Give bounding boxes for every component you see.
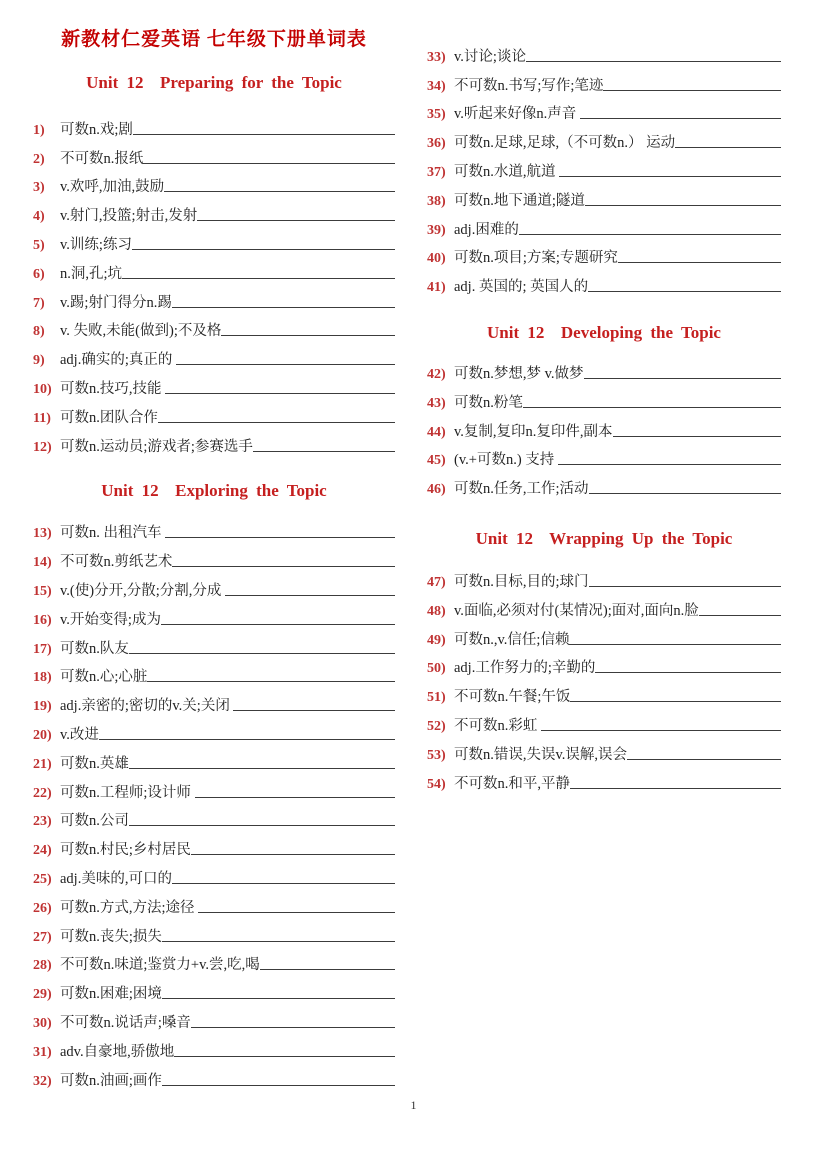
answer-blank-line [558, 464, 781, 465]
word-item [33, 774, 395, 803]
answer-blank-line [526, 61, 781, 62]
item-definition: 可数n. 出租汽车 [60, 525, 166, 542]
word-item [33, 947, 395, 976]
item-number: 33) [427, 49, 446, 65]
answer-blank-line [221, 335, 395, 336]
item-definition: 可数n.工程师;设计师 [60, 784, 195, 801]
item-number: 40) [427, 251, 446, 267]
item-definition: v.面临,必须对付(某情况);面对,面向n.脸 [454, 602, 699, 619]
answer-blank-line [588, 291, 781, 292]
item-definition: 可数n.队友 [60, 640, 129, 657]
answer-blank-line [618, 262, 781, 263]
item-number: 3) [33, 180, 45, 196]
item-definition: 可数n.公司 [60, 813, 129, 830]
left-column [33, 24, 395, 1091]
answer-blank-line [158, 422, 395, 423]
item-definition: 可数n.目标,目的;球门 [454, 573, 589, 590]
answer-blank-line [253, 451, 395, 452]
item-number: 10) [33, 381, 52, 397]
answer-blank-line [675, 147, 781, 148]
answer-blank-line [519, 234, 781, 235]
answer-blank-line [260, 969, 395, 970]
item-number: 49) [427, 632, 446, 648]
word-item [33, 284, 395, 313]
answer-blank-line [165, 393, 395, 394]
answer-blank-line [198, 912, 395, 913]
word-item [33, 889, 395, 918]
item-number: 9) [33, 353, 45, 369]
answer-blank-line [132, 249, 395, 250]
item-number: 21) [33, 756, 52, 772]
item-definition: 可数n.项目;方案;专题研究 [454, 250, 618, 267]
answer-blank-line [191, 1027, 395, 1028]
item-definition: 不可数n.和平,平静 [454, 775, 570, 792]
answer-blank-line [580, 118, 781, 119]
item-number: 22) [33, 785, 52, 801]
item-number: 12) [33, 439, 52, 455]
item-number: 11) [33, 410, 51, 426]
word-item [427, 355, 781, 384]
word-item [427, 707, 781, 736]
word-item [427, 736, 781, 765]
item-definition: v.训练;练习 [60, 236, 132, 253]
item-definition: 可数n.地下通道;隧道 [454, 192, 585, 209]
document-title: 新教材仁爱英语 七年级下册单词表 [61, 29, 367, 50]
word-item [427, 384, 781, 413]
answer-blank-line [172, 883, 395, 884]
word-item [33, 745, 395, 774]
item-definition: 不可数n.书写;写作;笔迹 [454, 77, 604, 94]
word-item [33, 140, 395, 169]
item-number: 5) [33, 237, 45, 253]
right-column [427, 26, 781, 794]
word-item [427, 240, 781, 269]
word-item [33, 515, 395, 544]
item-number: 52) [427, 718, 446, 734]
item-definition: 不可数n.剪纸艺术 [60, 554, 173, 571]
word-item [427, 592, 781, 621]
item-number: 8) [33, 324, 45, 340]
item-definition: 可数n.油画;画作 [60, 1072, 162, 1089]
item-definition: v.复制,复印n.复印件,副本 [454, 423, 613, 440]
answer-blank-line [143, 163, 395, 164]
item-number: 39) [427, 222, 446, 238]
item-number: 34) [427, 78, 446, 94]
item-number: 47) [427, 574, 446, 590]
answer-blank-line [162, 1085, 395, 1086]
answer-blank-line [147, 681, 395, 682]
word-item [427, 765, 781, 794]
word-item [427, 413, 781, 442]
item-number: 44) [427, 424, 446, 440]
item-number: 41) [427, 280, 446, 296]
item-number: 4) [33, 209, 45, 225]
item-number: 43) [427, 395, 446, 411]
answer-blank-line [197, 220, 395, 221]
item-number: 24) [33, 843, 52, 859]
word-item [33, 975, 395, 1004]
item-definition: 可数n.村民;乡村居民 [60, 842, 191, 859]
answer-blank-line [570, 701, 781, 702]
word-item [33, 687, 395, 716]
word-item [33, 860, 395, 889]
word-item [33, 370, 395, 399]
word-item [33, 543, 395, 572]
item-definition: 可数n.梦想,梦 v.做梦 [454, 365, 584, 382]
item-definition: 可数n.丧失;损失 [60, 928, 162, 945]
item-number: 25) [33, 871, 52, 887]
item-definition: 可数n.团队合作 [60, 409, 158, 426]
word-list-wrapping [427, 563, 781, 793]
item-number: 16) [33, 612, 52, 628]
item-number: 20) [33, 727, 52, 743]
item-number: 2) [33, 151, 45, 167]
section-heading-exploring: Unit 12 Exploring the Topic [101, 480, 327, 500]
word-item [33, 918, 395, 947]
word-item [33, 572, 395, 601]
item-number: 42) [427, 366, 446, 382]
item-definition: 不可数n.报纸 [60, 150, 144, 167]
answer-blank-line [559, 176, 781, 177]
item-definition: adj.工作努力的;辛勤的 [454, 660, 596, 677]
word-item [427, 442, 781, 471]
word-item [427, 470, 781, 499]
word-item [33, 803, 395, 832]
item-number: 54) [427, 776, 446, 792]
word-item [427, 563, 781, 592]
item-number: 35) [427, 107, 446, 123]
item-definition: adv.自豪地,骄傲地 [60, 1043, 175, 1060]
item-definition: 可数n.心;心脏 [60, 669, 148, 686]
answer-blank-line [569, 644, 781, 645]
answer-blank-line [523, 407, 781, 408]
item-number: 26) [33, 900, 52, 916]
word-item [33, 197, 395, 226]
item-definition: 不可数n.彩虹 [454, 717, 541, 734]
item-definition: 可数n.粉笔 [454, 394, 523, 411]
answer-blank-line [133, 134, 395, 135]
word-item [33, 111, 395, 140]
section-heading-preparing: Unit 12 Preparing for the Topic [86, 73, 342, 92]
word-list-developing [427, 355, 781, 499]
item-number: 13) [33, 526, 52, 542]
page-number: 1 [410, 1098, 417, 1112]
answer-blank-line [541, 730, 781, 731]
answer-blank-line [172, 307, 395, 308]
item-definition: v.欢呼,加油,鼓励 [60, 179, 165, 196]
word-item [33, 428, 395, 457]
word-item [33, 630, 395, 659]
word-item [33, 1004, 395, 1033]
item-number: 36) [427, 136, 446, 152]
word-item [427, 650, 781, 679]
word-list-preparing [33, 111, 395, 457]
item-number: 30) [33, 1015, 52, 1031]
item-number: 15) [33, 583, 52, 599]
word-item [33, 341, 395, 370]
word-list-exploring-left [33, 515, 395, 1091]
answer-blank-line [233, 710, 395, 711]
item-definition: 可数n.任务,工作;活动 [454, 481, 589, 498]
word-item [427, 96, 781, 125]
word-item [33, 716, 395, 745]
item-definition: 可数n.,v.信任;信赖 [454, 631, 570, 648]
item-number: 23) [33, 814, 52, 830]
item-definition: n.洞,孔;坑 [60, 265, 123, 282]
answer-blank-line [225, 595, 395, 596]
item-number: 18) [33, 670, 52, 686]
answer-blank-line [585, 205, 781, 206]
item-number: 45) [427, 453, 446, 469]
answer-blank-line [174, 1056, 395, 1057]
word-item [33, 659, 395, 688]
word-item [427, 38, 781, 67]
answer-blank-line [191, 854, 395, 855]
answer-blank-line [595, 672, 781, 673]
answer-blank-line [122, 278, 395, 279]
item-definition: 可数n.运动员;游戏者;参赛选手 [60, 438, 253, 455]
word-item [427, 268, 781, 297]
answer-blank-line [161, 624, 395, 625]
item-definition: 不可数n.午餐;午饭 [454, 689, 571, 706]
answer-blank-line [589, 586, 781, 587]
word-item [33, 169, 395, 198]
item-number: 17) [33, 641, 52, 657]
item-definition: adj.困难的 [454, 221, 519, 238]
answer-blank-line [162, 941, 395, 942]
item-definition: 可数n.方式,方法;途径 [60, 899, 199, 916]
item-number: 1) [33, 122, 45, 138]
item-number: 7) [33, 295, 45, 311]
item-number: 46) [427, 482, 446, 498]
word-item [33, 399, 395, 428]
item-definition: 可数n.困难;困境 [60, 986, 162, 1003]
item-number: 14) [33, 555, 52, 571]
item-definition: 可数n.戏;剧 [60, 121, 133, 138]
answer-blank-line [195, 797, 395, 798]
item-definition: 可数n.错误,失误v.误解,误会 [454, 746, 628, 763]
word-item [33, 313, 395, 342]
item-definition: adj.亲密的;密切的v.关;关闭 [60, 698, 234, 715]
item-definition: 可数n.英雄 [60, 755, 129, 772]
answer-blank-line [164, 191, 395, 192]
item-definition: (v.+可数n.) 支持 [454, 452, 558, 469]
item-definition: adj.美味的,可口的 [60, 870, 172, 887]
item-number: 50) [427, 661, 446, 677]
word-item [33, 226, 395, 255]
answer-blank-line [129, 653, 395, 654]
word-item [33, 1062, 395, 1091]
answer-blank-line [129, 825, 395, 826]
answer-blank-line [603, 90, 781, 91]
answer-blank-line [172, 566, 395, 567]
word-item [427, 182, 781, 211]
answer-blank-line [584, 378, 781, 379]
item-number: 38) [427, 193, 446, 209]
word-item [427, 153, 781, 182]
answer-blank-line [627, 759, 781, 760]
item-definition: v. 失败,未能(做到);不及格 [60, 323, 222, 340]
answer-blank-line [613, 436, 781, 437]
word-item [427, 67, 781, 96]
word-item [33, 255, 395, 284]
answer-blank-line [699, 615, 781, 616]
item-definition: v.听起来好像n.声音 [454, 106, 580, 123]
item-definition: v.(使)分开,分散;分割,分成 [60, 582, 225, 599]
section-heading-developing: Unit 12 Developing the Topic [487, 323, 721, 343]
item-number: 27) [33, 929, 52, 945]
item-definition: 不可数n.味道;鉴赏力+v.尝,吃,喝 [60, 957, 260, 974]
word-item [33, 1033, 395, 1062]
word-item [33, 831, 395, 860]
item-number: 19) [33, 699, 52, 715]
answer-blank-line [99, 739, 395, 740]
item-number: 48) [427, 603, 446, 619]
item-number: 32) [33, 1073, 52, 1089]
word-list-exploring-right [427, 38, 781, 297]
item-number: 31) [33, 1044, 52, 1060]
item-definition: 可数n.水道,航道 [454, 163, 560, 180]
item-definition: v.射门,投篮;射击,发射 [60, 208, 198, 225]
item-definition: 可数n.足球,足球,（不可数n.） 运动 [454, 135, 676, 152]
answer-blank-line [589, 493, 781, 494]
item-definition: 可数n.技巧,技能 [60, 380, 166, 397]
item-definition: adj. 英国的; 英国人的 [454, 279, 589, 296]
item-number: 28) [33, 958, 52, 974]
answer-blank-line [162, 998, 395, 999]
word-item [427, 621, 781, 650]
item-number: 29) [33, 987, 52, 1003]
item-definition: v.踢;射门得分n.踢 [60, 294, 172, 311]
item-number: 6) [33, 266, 45, 282]
item-number: 37) [427, 164, 446, 180]
section-heading-wrapping: Unit 12 Wrapping Up the Topic [475, 529, 733, 549]
answer-blank-line [129, 768, 395, 769]
item-definition: adj.确实的;真正的 [60, 352, 176, 369]
item-definition: v.改进 [60, 726, 99, 743]
item-definition: v.讨论;谈论 [454, 48, 526, 65]
word-item [427, 211, 781, 240]
word-item [427, 124, 781, 153]
item-number: 51) [427, 690, 446, 706]
item-definition: 不可数n.说话声;嗓音 [60, 1014, 191, 1031]
item-definition: v.开始变得;成为 [60, 611, 161, 628]
answer-blank-line [165, 537, 395, 538]
word-item [427, 678, 781, 707]
item-number: 53) [427, 747, 446, 763]
word-item [33, 601, 395, 630]
answer-blank-line [176, 364, 395, 365]
answer-blank-line [570, 788, 781, 789]
